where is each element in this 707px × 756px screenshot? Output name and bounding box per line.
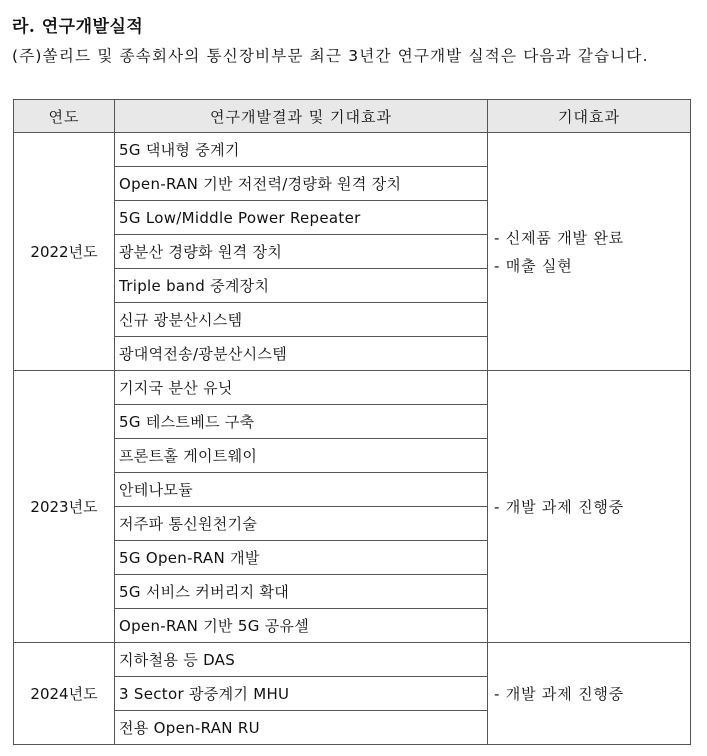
result-item-cell: 기지국 분산 유닛	[115, 371, 488, 405]
effect-line: - 신제품 개발 완료	[494, 228, 624, 247]
effect-cell	[488, 133, 691, 371]
table-row	[14, 643, 691, 677]
year-cell: 2023년도	[14, 371, 115, 643]
effect-line: - 개발 과제 진행중	[494, 497, 624, 516]
effect-cell	[488, 643, 691, 745]
result-item-cell: 5G Open-RAN 개발	[115, 541, 488, 575]
result-item-cell: 프론트홀 게이트웨이	[115, 439, 488, 473]
result-item-cell: Triple band 중계장치	[115, 269, 488, 303]
result-item-cell: 신규 광분산시스템	[115, 303, 488, 337]
result-item-cell: 5G 서비스 커버리지 확대	[115, 575, 488, 609]
effect-line: - 매출 실현	[494, 256, 573, 275]
header-year: 연도	[14, 100, 115, 133]
effect-line: - 개발 과제 진행중	[494, 684, 624, 703]
year-cell: 2022년도	[14, 133, 115, 371]
result-item-cell: 광분산 경량화 원격 장치	[115, 235, 488, 269]
result-item-cell: 3 Sector 광중계기 MHU	[115, 677, 488, 711]
intro-paragraph: (주)쏠리드 및 종속회사의 통신장비부문 최근 3년간 연구개발 실적은 다음과 같습니다.	[12, 47, 649, 65]
result-item-cell: 안테나모듈	[115, 473, 488, 507]
result-item-cell: Open-RAN 기반 저전력/경량화 원격 장치	[115, 167, 488, 201]
table-row	[14, 133, 691, 167]
year-cell: 2024년도	[14, 643, 115, 745]
result-item-cell: 5G Low/Middle Power Repeater	[115, 201, 488, 235]
result-item-cell: 5G 테스트베드 구축	[115, 405, 488, 439]
result-item-cell: 5G 댁내형 중계기	[115, 133, 488, 167]
result-item-cell: 저주파 통신원천기술	[115, 507, 488, 541]
result-item-cell: 지하철용 등 DAS	[115, 643, 488, 677]
header-effects: 기대효과	[488, 100, 691, 133]
table-row	[14, 371, 691, 405]
result-item-cell: 전용 Open-RAN RU	[115, 711, 488, 745]
result-item-cell: 광대역전송/광분산시스템	[115, 337, 488, 371]
table-header-row	[14, 100, 691, 133]
header-results: 연구개발결과 및 기대효과	[115, 100, 488, 133]
rnd-results-table	[13, 99, 691, 745]
result-item-cell: Open-RAN 기반 5G 공유셀	[115, 609, 488, 643]
effect-cell	[488, 371, 691, 643]
section-heading: 라. 연구개발실적	[12, 17, 144, 37]
